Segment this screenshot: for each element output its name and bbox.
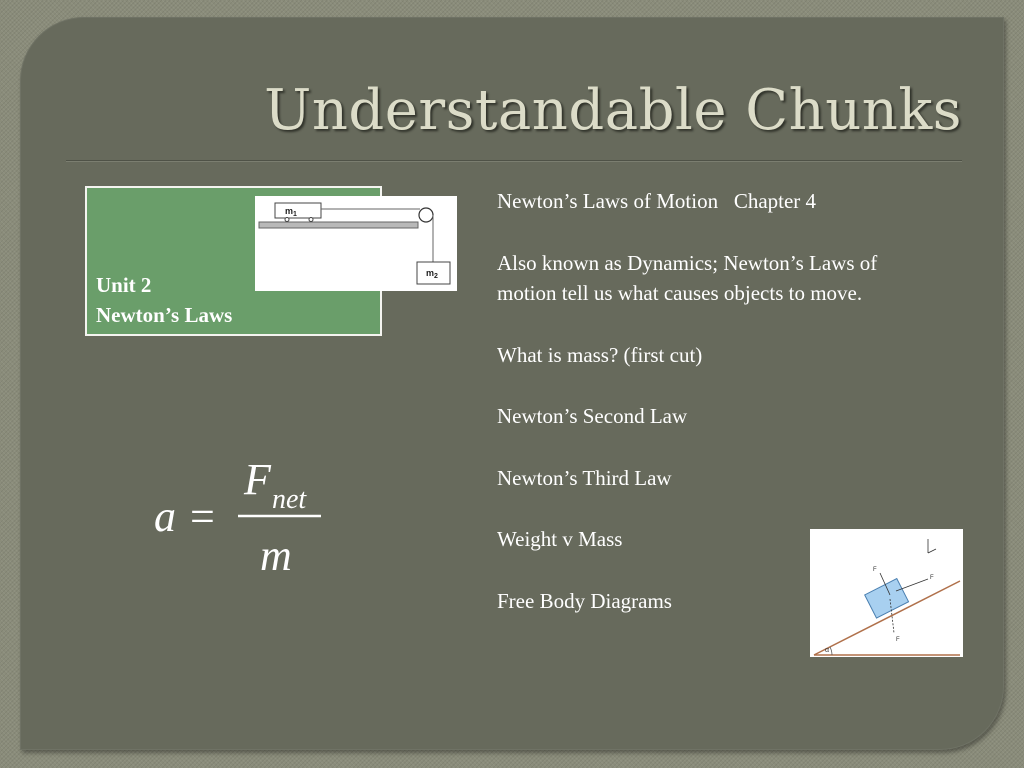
force-label-normal: F	[873, 567, 877, 573]
m2-label: m	[426, 268, 435, 278]
wheel-right	[309, 218, 313, 222]
table-surface	[259, 222, 418, 228]
force-label-weight: F	[896, 637, 900, 643]
angle-label: α	[825, 647, 830, 654]
list-item: Newton’s Second Law	[497, 404, 688, 428]
m1-subscript: 1	[293, 211, 297, 218]
force-label-friction: F	[930, 575, 934, 581]
unit-topic: Newton’s Laws	[96, 303, 233, 327]
angle-arc	[830, 647, 832, 655]
unit-banner-text	[96, 270, 232, 330]
force-friction-arrow	[896, 579, 928, 591]
formula-numerator: F	[244, 455, 271, 504]
newton-second-law-formula	[150, 450, 330, 590]
list-item: Free Body Diagrams	[497, 588, 672, 613]
m1-label: m	[285, 206, 294, 216]
list-item: Also known as Dynamics; Newton’s Laws of motion tell us what causes objects to move.	[497, 250, 878, 305]
m2-subscript: 2	[434, 273, 438, 280]
block-on-incline	[865, 579, 909, 619]
list-item: Newton’s Third Law	[497, 465, 672, 490]
wheel-left	[285, 218, 289, 222]
list-item: What is mass? (first cut)	[497, 342, 703, 367]
title-divider	[66, 160, 962, 162]
block-m1	[275, 203, 321, 218]
incline-diagram-image	[810, 529, 963, 657]
pulley-diagram-image	[255, 196, 457, 291]
formula-denominator: m	[260, 531, 292, 580]
list-item: Newton’s Laws of Motion Chapter 4	[497, 189, 817, 213]
slide-title: Understandable Chunks	[264, 78, 962, 143]
formula-lhs: a	[154, 492, 176, 541]
list-item: Weight v Mass	[497, 527, 623, 551]
formula-numerator-subscript: net	[272, 484, 307, 515]
pulley-wheel	[419, 208, 433, 222]
formula-equals: =	[190, 492, 215, 541]
axis-x-arrow	[928, 549, 936, 553]
unit-number: Unit 2	[96, 273, 152, 297]
